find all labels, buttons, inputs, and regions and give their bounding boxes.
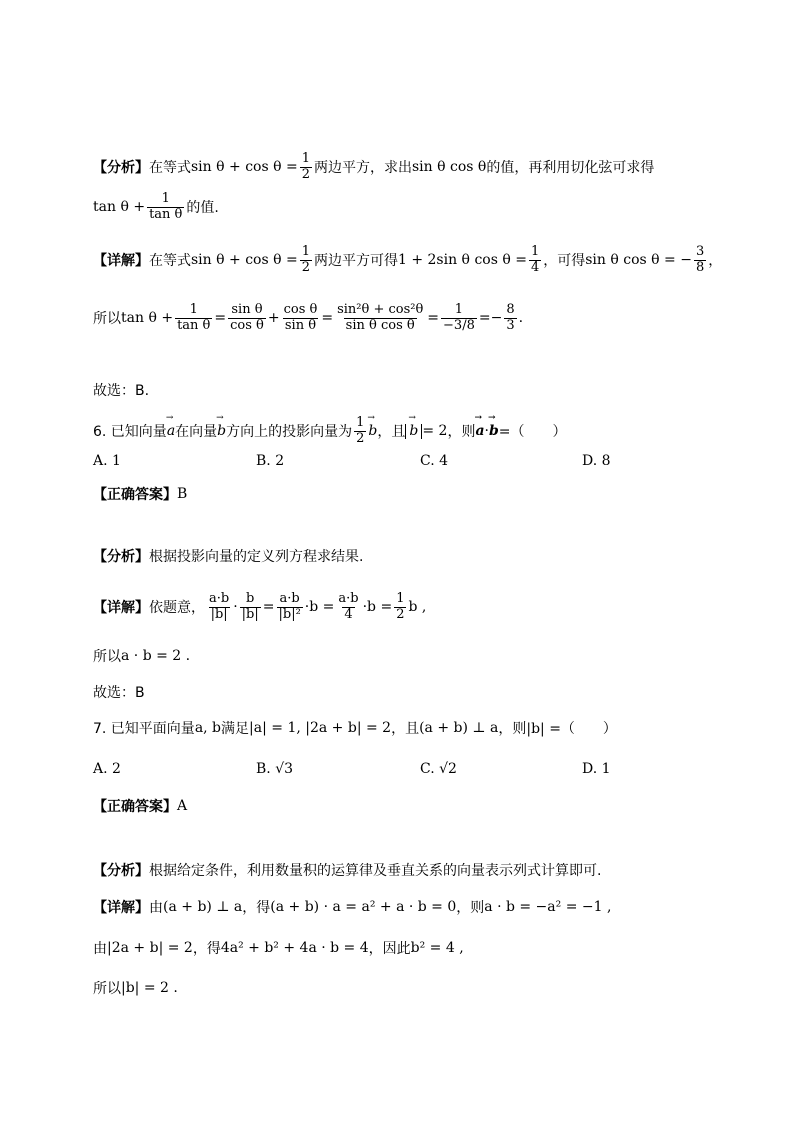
analysis-line-6: 【分析】 根据投影向量的定义列方程求结果.: [93, 549, 364, 565]
detail-line-5a: 【详解】 在等式 sin θ + cos θ = $\frac{1}{2}$ 两边平方可得 1 + 2sin θ cos θ = $\frac{1}{4}$ ，可得 sin θ cos θ = − $\frac{3}{8}$ ，: [93, 244, 723, 275]
fraction: $\frac{1}{2}$: [301, 151, 310, 182]
fraction: $\frac{\text{sin θ}}{\text{cos θ}}$: [230, 302, 264, 333]
fraction: $\frac{8}{3}$: [506, 302, 515, 333]
detail-line-7a: 【详解】 由 (a + b) ⊥ a ，得 (a + b) · a = a² + a · b = 0 ，则 a · b = −a² = −1 ,: [93, 899, 612, 916]
fraction: $\frac{1}{-3/8}$: [443, 302, 475, 333]
option-d[interactable]: D. 8: [582, 453, 611, 469]
fraction: $\frac{3}{8}$: [695, 244, 705, 275]
answer-line-7: 【正确答案】 A: [93, 798, 188, 815]
analysis-line-5a: 【分析】 在等式 sin θ + cos θ = $\frac{1}{2}$ 两边平方，求出 sin θ cos θ 的值，再利用切化弦可求得: [93, 151, 655, 182]
fraction: $\frac{1}{2}$: [396, 591, 405, 622]
question-7: 7. 已知平面向量 a, b 满足 |a| = 1, |2a + b| = 2 ，且 (a + b) ⊥ a ，则 |b| =（ ）: [93, 720, 617, 737]
detail-tag: 【详解】: [93, 253, 149, 270]
fraction: $\frac{a\cdot b}{\text{|b|²}}$: [278, 591, 301, 622]
choice-line-6: 故选：B: [93, 685, 145, 701]
detail-line-7b: 由 |2a + b| = 2 ，得 4a² + b² + 4a · b = 4 ，因此 b² = 4 ,: [93, 940, 464, 957]
fraction: $\frac{a\cdot b}{|b|}$: [209, 591, 230, 622]
fraction: $\frac{1}{\text{tan θ}}$: [149, 191, 183, 222]
fraction: $\frac{1}{2}$: [301, 244, 310, 275]
analysis-line-7: 【分析】 根据给定条件，利用数量积的运算律及垂直关系的向量表示列式计算即可.: [93, 863, 602, 879]
fraction: $\frac{1}{2}$: [356, 415, 365, 446]
option-a[interactable]: A. 2: [93, 761, 121, 777]
option-b[interactable]: B. √3: [256, 761, 294, 777]
option-d[interactable]: D. 1: [582, 761, 611, 777]
fraction: $\frac{1}{\text{tan θ}}$: [177, 302, 211, 333]
question-6: 6. 已知向量 → a 在向量 → b 方向上的投影向量为 $\frac{1}{2}$ → b ，且 → b = 2 ，则 → a · → b =（ ）: [93, 416, 567, 447]
choice-line-5: 故选：B.: [93, 383, 150, 399]
analysis-tag: 【分析】: [93, 160, 149, 177]
option-a[interactable]: A. 1: [93, 453, 121, 469]
option-b[interactable]: B. 2: [256, 453, 285, 469]
fraction: $\frac{1}{4}$: [530, 244, 540, 275]
detail-line-5b: 所以 tan θ + $\frac{1}{\text{tan θ}}$ = $\frac{\text{sin θ}}{\text{cos θ}}$ + $\frac{\text{cos θ}}{\text{sin θ}}$ = $\frac{\text{sin²θ + cos²θ}}{\text{sin θ cos θ}}$ = $\frac{1}{-3/8}$ =− $\frac{8}{3}$ .: [93, 302, 524, 333]
detail-line-7c: 所以 |b| = 2 .: [93, 980, 178, 997]
detail-line-6b: 所以 a · b = 2 .: [93, 648, 191, 665]
detail-line-6: 【详解】 依题意， $\frac{a\cdot b}{|b|}$ · $\frac{b}{|b|}$ = $\frac{a\cdot b}{\text{|b|²}}$ ·b = $\frac{a\cdot b}{4}$ ·b = $\frac{1}{2}$ b ,: [93, 591, 427, 622]
answer-line-6: 【正确答案】 B: [93, 486, 188, 503]
fraction: $\frac{b}{|b|}$: [241, 591, 259, 622]
option-c[interactable]: C. √2: [420, 761, 457, 777]
fraction: $\frac{a\cdot b}{4}$: [338, 591, 359, 622]
analysis-line-5b: tan θ + $\frac{1}{\text{tan θ}}$ 的值.: [93, 191, 219, 222]
option-c[interactable]: C. 4: [420, 453, 449, 469]
fraction: $\frac{\text{cos θ}}{\text{sin θ}}$: [283, 302, 318, 333]
fraction: $\frac{\text{sin²θ + cos²θ}}{\text{sin θ cos θ}}$: [337, 302, 424, 333]
